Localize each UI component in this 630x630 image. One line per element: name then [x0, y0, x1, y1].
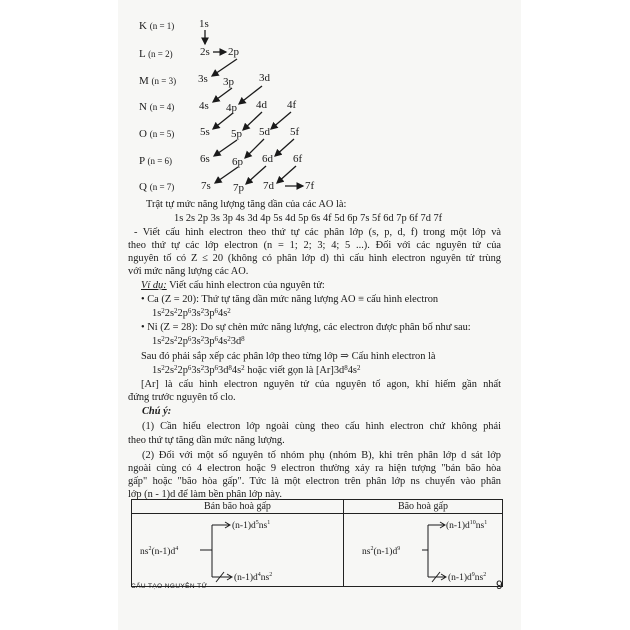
ni-line: • Ni (Z = 28): Do sự chèn mức năng lượng, các electron được phân bố như sau:	[141, 322, 471, 333]
full-saturation-header: Bão hoà gấp	[343, 500, 502, 514]
level-m: M (n = 3)	[139, 75, 177, 87]
orbital-4s: 4s	[199, 100, 209, 112]
level-k: K (n = 1)	[139, 20, 175, 32]
orbital-7f: 7f	[305, 180, 315, 192]
svg-text:ns2(n-1)d9: $ns^2(n-1)d^9$	[361, 546, 401, 557]
arrow-6f-7d	[277, 166, 296, 183]
orbital-3p: 3p	[223, 76, 234, 88]
order-sequence: 1s 2s 2p 3s 3p 4s 3d 4p 5s 4d 5p 6s 4f 5d 6p 7s 5f 6d 7p 6f 7d 7f	[174, 213, 443, 224]
arrow-6d-7p	[246, 166, 266, 184]
saturation-table	[131, 499, 503, 587]
svg-text:(n-1)d4ns2: $(n-1)d^4ns^2$	[234, 572, 273, 583]
ni-config: $1s^22s^22p^63s^23p^63d^84s^2$ hoặc viết gọn là $[Ar]3d^84s^2$	[152, 364, 361, 376]
arrow-2p-3s	[212, 59, 237, 76]
rule-line-3: nguyên tố có Z ≤ 20 (không có phân lớp d) thì cấu hình electron nguyên tử trùng	[128, 253, 501, 264]
orbital-6d: 6d	[262, 153, 273, 165]
arrow-6p-7s	[215, 167, 238, 183]
full-saturation-scheme	[344, 514, 530, 586]
orbital-7s: 7s	[201, 180, 211, 192]
svg-text:ns2(n-1)d4: $ns^2(n-1)d^4$	[140, 546, 179, 557]
note2-line-1: (2) Đối với một số nguyên tố nhóm phụ (nhóm B), khi trên phân lớp d sát lớp	[142, 450, 501, 461]
arrow-4p-5s	[213, 113, 233, 129]
ca-line: • Ca (Z = 20): Thứ tự tăng dần mức năng lượng AO ≡ cấu hình electron	[141, 294, 439, 305]
orbital-4f: 4f	[287, 99, 297, 111]
rule-line-2: theo thứ tự các lớp electron (n = 1; 2; 3; 4; 5 ...). Đối với các nguyên tử của	[128, 240, 501, 251]
level-o: O (n = 5)	[139, 128, 175, 140]
full-saturation-cell	[343, 514, 502, 587]
orbital-1s: 1s	[199, 18, 209, 30]
orbital-3d: 3d	[259, 72, 270, 84]
arrow-3p-4s	[213, 88, 232, 102]
example-heading	[141, 279, 325, 292]
orbital-2p: 2p	[228, 46, 239, 58]
orbital-7d: 7d	[263, 180, 274, 192]
arrow-4f-5d	[271, 112, 291, 129]
orbital-6s: 6s	[200, 153, 210, 165]
level-q: Q (n = 7)	[139, 181, 175, 193]
orbital-4p: 4p	[226, 102, 237, 114]
svg-text:(n-1)d10ns1: $(n-1)d^{10}ns^1$	[445, 520, 488, 531]
or-text: hoặc viết gọn là	[244, 365, 316, 376]
orbital-5f: 5f	[290, 126, 300, 138]
ar-line-1: [Ar] là cấu hình electron nguyên tử của nguyên tố agon, khí hiếm gần nhất	[141, 379, 501, 390]
half-saturation-header: Bán bão hoà gấp	[132, 500, 344, 514]
orbital-7p: 7p	[233, 182, 244, 194]
arrow-5p-6s	[214, 140, 237, 156]
arrow-5d-6p	[245, 139, 264, 158]
rule-line-4: với mức năng lượng các AO.	[128, 266, 249, 277]
filling-order-arrows	[0, 0, 630, 200]
rule-line-1: - Viết cấu hình electron theo thứ tự các phân lớp (s, p, d, f) trong một lớp và	[134, 227, 501, 238]
orbital-6p: 6p	[232, 156, 243, 168]
note1-line-2: theo thứ tự tăng dần mức năng lượng.	[128, 435, 285, 446]
svg-text:(n-1)d9ns2: $(n-1)d^9ns^2$	[447, 572, 487, 583]
orbital-6f: 6f	[293, 153, 303, 165]
level-l: L (n = 2)	[139, 48, 173, 60]
half-saturation-cell	[132, 514, 344, 587]
ca-config: $1s^22s^22p^63s^23p^64s^2$	[152, 307, 231, 319]
order-intro: Trật tự mức năng lượng tăng dần của các AO là:	[146, 199, 347, 210]
note2-line-2: ngoài cùng có 4 electron hoặc 9 electron thường xảy ra hiện tượng "bán bão hòa	[128, 463, 501, 474]
sort-line: Sau đó phải sắp xếp các phân lớp theo từng lớp ⇒ Cấu hình electron là	[141, 351, 436, 362]
orbital-2s: 2s	[200, 46, 210, 58]
orbital-5d: 5d	[259, 126, 270, 138]
chapter-footer: CẤU TẠO NGUYÊN TỬ	[131, 583, 208, 590]
ni-order: $1s^22s^22p^63s^23p^64s^23d^8$	[152, 335, 245, 347]
orbital-4d: 4d	[256, 99, 267, 111]
note2-line-3: gấp" hoặc "bão hòa gấp". Tức là một electron trên phân lớp ns chuyển vào phân	[128, 476, 501, 487]
note2-line-4: lớp (n - 1)d để làm bền phân lớp này.	[128, 489, 283, 500]
level-p: P (n = 6)	[139, 155, 173, 167]
svg-text:(n-1)d5ns1: $(n-1)d^5ns^1$	[232, 520, 271, 531]
arrow-5f-6d	[275, 139, 294, 156]
example-label: Ví dụ:	[141, 280, 167, 291]
note-title: Chú ý:	[142, 406, 172, 417]
arrow-4d-5p	[243, 112, 262, 130]
level-n: N (n = 4)	[139, 101, 175, 113]
half-saturation-scheme	[132, 514, 318, 586]
note1-line-1: (1) Cần hiểu electron lớp ngoài cùng theo cấu hình electron chứ không phải	[142, 421, 501, 432]
ar-line-2: đứng trước nguyên tố clo.	[128, 392, 236, 403]
page-number: 9	[496, 578, 503, 592]
orbital-3s: 3s	[198, 73, 208, 85]
arrow-3d-4p	[239, 86, 262, 104]
orbital-5s: 5s	[200, 126, 210, 138]
example-text: Viết cấu hình electron của nguyên tử:	[166, 280, 325, 291]
orbital-5p: 5p	[231, 128, 242, 140]
